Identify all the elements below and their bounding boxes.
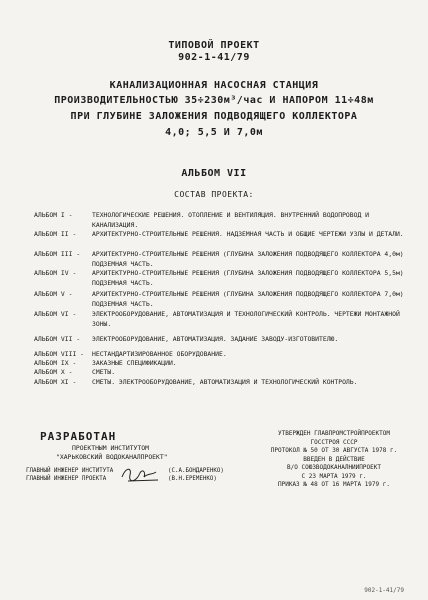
heading-line-3: ПРИ ГЛУБИНЕ ЗАЛОЖЕНИЯ ПОДВОДЯЩЕГО КОЛЛЕКТОРА [70,111,358,122]
album-text: СМЕТЫ. ЭЛЕКТРООБОРУДОВАНИЕ, АВТОМАТИЗАЦИЯ И ТЕХНОЛОГИЧЕСКИЙ КОНТРОЛЬ. [92,378,358,386]
approval-line-2: ГОССТРОЯ СССР [310,438,358,446]
project-number: 902-1-41/79 [178,52,250,63]
album-key: АЛЬБОМ XI - [34,378,77,386]
developer-line-2: "ХАРЬКОВСКИЙ ВОДОКАНАЛПРОЕКТ" [56,453,168,461]
album-key: АЛЬБОМ V - [34,290,73,298]
composition-title: СОСТАВ ПРОЕКТА: [174,190,254,199]
developer-line-1: ПРОЕКТНЫМ ИНСТИТУТОМ [72,444,149,452]
album-label: АЛЬБОМ VII [181,168,247,179]
album-text: ЗАКАЗНЫЕ СПЕЦИФИКАЦИИ. [92,359,177,367]
album-text: ЭЛЕКТРООБОРУДОВАНИЕ, АВТОМАТИЗАЦИЯ И ТЕХНОЛОГИЧЕСКИЙ КОНТРОЛЬ. ЧЕРТЕЖИ МОНТАЖНОЙ ЗОНЫ. [92,310,400,328]
album-key: АЛЬБОМ III - [34,250,81,258]
album-text: ТЕХНОЛОГИЧЕСКИЕ РЕШЕНИЯ. ОТОПЛЕНИЕ И ВЕНТИЛЯЦИЯ. ВНУТРЕННИЙ ВОДОПРОВОД И КАНАЛИЗАЦИЯ. [92,211,370,229]
album-text: СМЕТЫ. [92,368,116,376]
signatory-titles [26,467,113,483]
approval-line-1: УТВЕРЖДЕН ГЛАВПРОМСТРОЙПРОЕКТОМ [278,430,390,437]
developer-label: РАЗРАБОТАН [40,430,117,443]
signatory-names [168,467,224,483]
approval-block [250,430,418,490]
album-text: АРХИТЕКТУРНО-СТРОИТЕЛЬНЫЕ РЕШЕНИЯ. НАДЗЕМНАЯ ЧАСТЬ И ОБЩИЕ ЧЕРТЕЖИ УЗЛЫ И ДЕТАЛИ. [92,230,404,238]
approval-line-5: В/О СОЮЗВОДОКАНАЛНИИПРОЕКТ [287,464,381,471]
album-key: АЛЬБОМ IV - [34,269,77,277]
developer-institute [56,444,168,462]
album-key: АЛЬБОМ X - [34,368,73,376]
heading-line-1: КАНАЛИЗАЦИОННАЯ НАСОСНАЯ СТАНЦИЯ [109,80,319,91]
chief-engineer-title: ГЛАВНЫЙ ИНЖЕНЕР ИНСТИТУТА [26,468,114,474]
album-text: ЭЛЕКТРООБОРУДОВАНИЕ, АВТОМАТИЗАЦИЯ. ЗАДАНИЕ ЗАВОДУ-ИЗГОТОВИТЕЛЮ. [92,335,339,343]
album-key: АЛЬБОМ II - [34,230,77,238]
heading-line-4: 4,0; 5,5 И 7,0м [165,127,263,138]
project-type-label: ТИПОВОЙ ПРОЕКТ [168,40,260,51]
album-text: АРХИТЕКТУРНО-СТРОИТЕЛЬНЫЕ РЕШЕНИЯ (ГЛУБИНА ЗАЛОЖЕНИЯ ПОДВОДЯЩЕГО КОЛЛЕКТОРА 5,5м) ПОДЗЕМНАЯ ЧАСТЬ. [92,269,404,287]
approval-line-4: ВВЕДЕН В ДЕЙСТВИЕ [303,455,365,463]
signatory-name-2: (В.Н.ЕРЕМЕНКО) [168,476,217,482]
approval-line-7: ПРИКАЗ № 48 ОТ 16 МАРТА 1979 г. [278,481,390,488]
album-key: АЛЬБОМ IX - [34,359,77,367]
album-key: АЛЬБОМ VII - [34,335,81,343]
album-key: АЛЬБОМ I - [34,211,73,219]
heading-line-2: ПРОИЗВОДИТЕЛЬНОСТЬЮ 35÷230м³/час И НАПОРОМ 11÷48м [54,95,374,106]
signatory-name-1: (С.А.БОНДАРЕНКО) [168,468,224,474]
footer-code: 902-1-41/79 [364,587,404,594]
album-key: АЛЬБОМ VIII - [34,350,85,358]
album-text: АРХИТЕКТУРНО-СТРОИТЕЛЬНЫЕ РЕШЕНИЯ (ГЛУБИНА ЗАЛОЖЕНИЯ ПОДВОДЯЩЕГО КОЛЛЕКТОРА 4,0м) ПОДЗЕМНАЯ ЧАСТЬ. [92,250,404,268]
chief-project-engineer-title: ГЛАВНЫЙ ИНЖЕНЕР ПРОЕКТА [26,476,107,482]
album-key: АЛЬБОМ VI - [34,310,77,318]
album-text: НЕСТАНДАРТИЗИРОВАННОЕ ОБОРУДОВАНИЕ. [92,350,227,358]
handwritten-signature [118,463,166,485]
album-text: АРХИТЕКТУРНО-СТРОИТЕЛЬНЫЕ РЕШЕНИЯ (ГЛУБИНА ЗАЛОЖЕНИЯ ПОДВОДЯЩЕГО КОЛЛЕКТОРА 7,0м) ПОДЗЕМНАЯ ЧАСТЬ. [92,290,404,308]
approval-line-3: ПРОТОКОЛ № 50 ОТ 30 АВГУСТА 1978 г. [270,447,398,454]
approval-line-6: С 23 МАРТА 1979 г. [301,472,367,480]
